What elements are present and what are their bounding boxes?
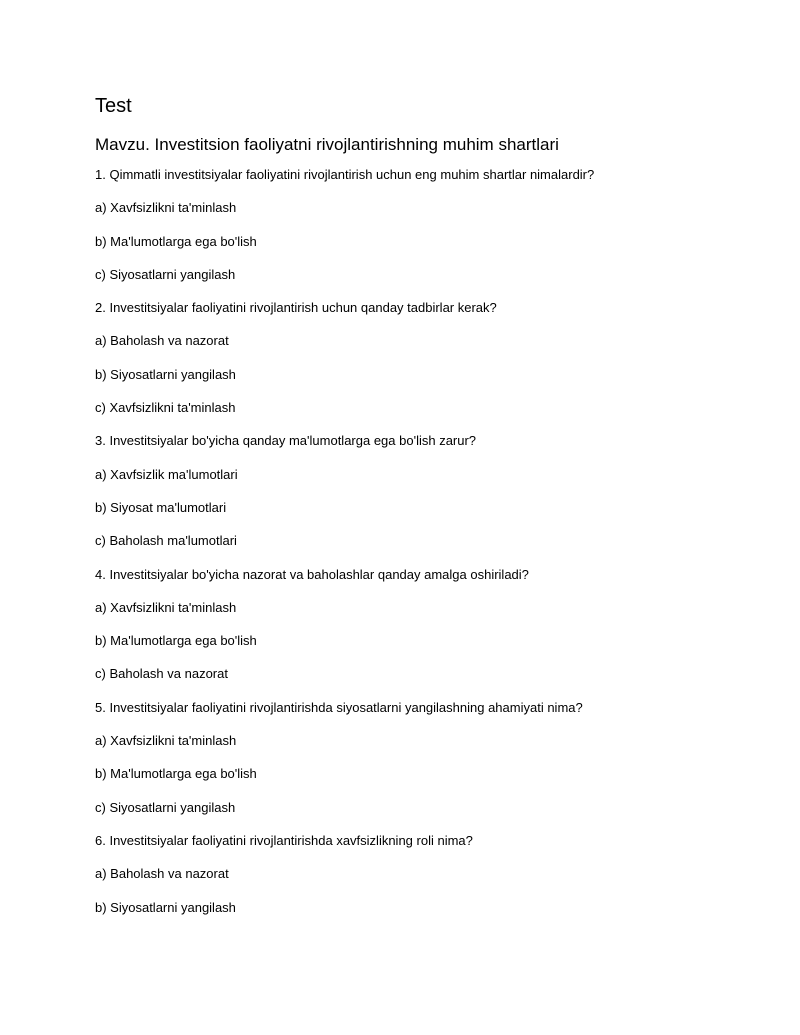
answer-option: b) Ma'lumotlarga ega bo'lish	[95, 233, 257, 249]
question-text: 2. Investitsiyalar faoliyatini rivojlantirish uchun qanday tadbirlar kerak?	[95, 300, 497, 316]
question-block-1	[95, 166, 735, 283]
answer-option: b) Siyosat ma'lumotlari	[95, 499, 227, 515]
answer-option: b) Ma'lumotlarga ega bo'lish	[95, 633, 257, 649]
question-text: 3. Investitsiyalar bo'yicha qanday ma'lumotlarga ega bo'lish zarur?	[95, 433, 477, 449]
question-block-5	[95, 699, 735, 816]
answer-option: b) Siyosatlarni yangilash	[95, 899, 236, 915]
question-block-6	[95, 832, 735, 916]
answer-option: a) Baholash va nazorat	[95, 866, 229, 882]
answer-option: b) Siyosatlarni yangilash	[95, 366, 236, 382]
answer-option: a) Xavfsizlik ma'lumotlari	[95, 466, 238, 482]
question-block-4	[95, 566, 735, 683]
answer-option: a) Xavfsizlikni ta'minlash	[95, 733, 237, 749]
document-content	[95, 93, 735, 932]
question-text: 5. Investitsiyalar faoliyatini rivojlantirishda siyosatlarni yangilashning ahamiyati nima?	[95, 699, 583, 715]
question-block-3	[95, 432, 735, 549]
answer-option: c) Siyosatlarni yangilash	[95, 266, 236, 282]
answer-option: c) Baholash va nazorat	[95, 666, 228, 682]
question-block-2	[95, 299, 735, 416]
answer-option: c) Baholash ma'lumotlari	[95, 533, 237, 549]
answer-option: c) Xavfsizlikni ta'minlash	[95, 400, 236, 416]
question-text: 1. Qimmatli investitsiyalar faoliyatini rivojlantirish uchun eng muhim shartlar nimalardir?	[95, 167, 595, 182]
answer-option: c) Siyosatlarni yangilash	[95, 799, 236, 815]
document-title: Test	[95, 95, 132, 117]
answer-option: b) Ma'lumotlarga ega bo'lish	[95, 766, 257, 782]
answer-option: a) Xavfsizlikni ta'minlash	[95, 599, 237, 615]
document-subtitle: Mavzu. Investitsion faoliyatni rivojlantirishning muhim shartlari	[95, 135, 559, 154]
question-text: 6. Investitsiyalar faoliyatini rivojlantirishda xavfsizlikning roli nima?	[95, 832, 473, 848]
question-text: 4. Investitsiyalar bo'yicha nazorat va baholashlar qanday amalga oshiriladi?	[95, 566, 529, 582]
answer-option: a) Baholash va nazorat	[95, 333, 229, 349]
answer-option: a) Xavfsizlikni ta'minlash	[95, 200, 237, 216]
